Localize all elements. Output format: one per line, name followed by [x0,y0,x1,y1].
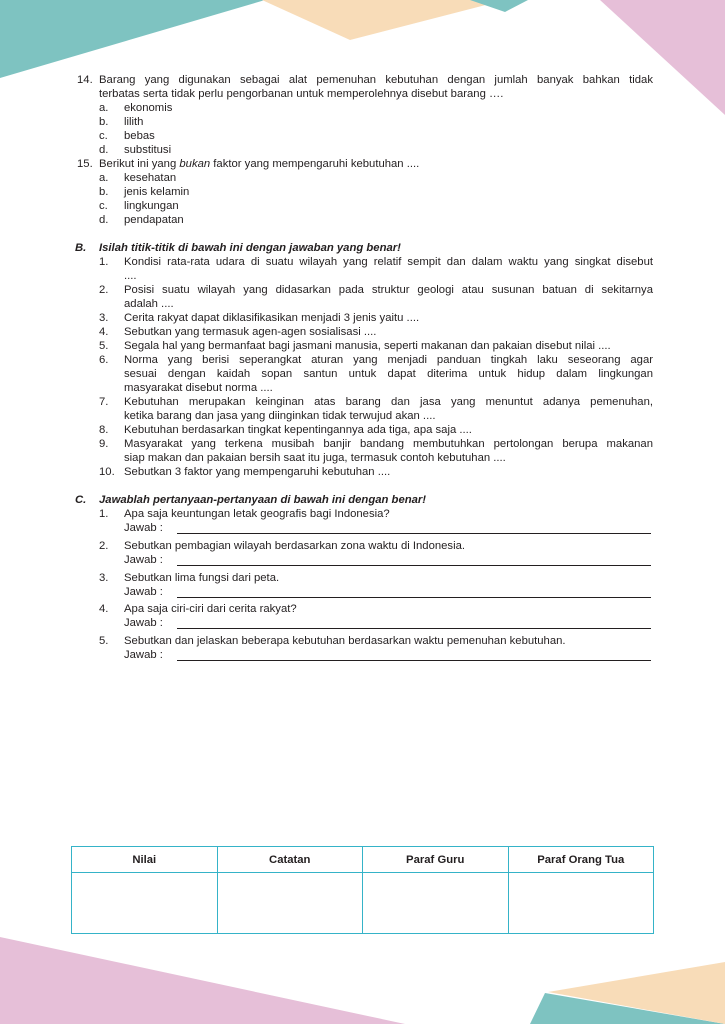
q15-option-b-text: jenis kelamin [124,186,190,198]
grade-table-header-row [72,847,654,873]
section-c-item-5-answer-line[interactable] [177,660,651,661]
q14-option-c-letter: c. [99,130,108,142]
section-c-item-5-answer-label: Jawab : [124,649,163,661]
section-b-item-4-line-1: Sebutkan yang termasuk agen-agen sosialisasi .... [124,326,377,338]
section-b-item-6-number: 6. [99,354,109,366]
section-b-item-8-number: 8. [99,424,109,436]
section-c-item-1-answer-label: Jawab : [124,522,163,534]
section-b-item-9-line-2: siap makan dan pakaian bersih saat itu juga, termasuk contoh kebutuhan .... [124,452,506,464]
question-15-text-post: faktor yang mempengaruhi kebutuhan .... [210,158,420,170]
question-15-text-pre: Berikut ini yang [99,158,180,170]
section-b-item-4-number: 4. [99,326,109,338]
cell-paraf-guru[interactable] [363,873,509,934]
section-b-item-1-line-1: Kondisi rata-rata udara di suatu wilayah yang relatif sempit dan dalam waktu yang singkat disebut [124,256,653,268]
grade-table [71,846,654,934]
q15-option-c-text: lingkungan [124,200,179,212]
section-b-item-1-number: 1. [99,256,109,268]
q15-option-d-letter: d. [99,214,109,226]
section-c-item-5-question: Sebutkan dan jelaskan beberapa kebutuhan berdasarkan waktu pemenuhan kebutuhan. [124,635,566,647]
section-b-title: Isilah titik-titik di bawah ini dengan jawaban yang benar! [99,242,401,254]
q15-option-b-letter: b. [99,186,109,198]
section-c-item-2-answer-label: Jawab : [124,554,163,566]
header-nilai: Nilai [72,847,218,873]
q14-option-d-text: substitusi [124,144,172,156]
section-b-item-5-line-1: Segala hal yang bermanfaat bagi jasmani manusia, seperti makanan dan pakaian disebut nilai .... [124,340,611,352]
section-b-item-8-line-1: Kebutuhan berdasarkan tingkat kepentingannya ada tiga, apa saja .... [124,424,472,436]
section-c-item-4-question: Apa saja ciri-ciri dari cerita rakyat? [124,603,297,615]
section-b-item-9-number: 9. [99,438,109,450]
section-b-letter: B. [75,242,87,254]
section-c-item-4-answer-line[interactable] [177,628,651,629]
section-c-item-2-question: Sebutkan pembagian wilayah berdasarkan zona waktu di Indonesia. [124,540,466,552]
section-b-item-7-line-1: Kebutuhan merupakan keinginan atas barang dan jasa yang menuntut adanya pemenuhan, [124,396,653,408]
section-b-item-9-line-1: Masyarakat yang terkena musibah banjir bandang membutuhkan pertolongan berupa makanan [124,438,653,450]
section-b-item-6-line-1: Norma yang berisi seperangkat aturan yang menjadi panduan tingkah laku seseorang agar [124,354,653,366]
section-c-item-4-number: 4. [99,603,109,615]
section-c-item-2-answer-line[interactable] [177,565,651,566]
section-c-item-3-answer-line[interactable] [177,597,651,598]
grade-table-body-row [72,873,654,934]
question-14-text-line-2: terbatas serta tidak perlu pengorbanan untuk memperolehnya disebut barang …. [99,88,504,100]
section-b-item-2-line-2: adalah .... [124,298,174,310]
section-b-item-10-line-1: Sebutkan 3 faktor yang mempengaruhi kebutuhan .... [124,466,391,478]
section-b-item-5-number: 5. [99,340,109,352]
question-14-text-line-1: Barang yang digunakan sebagai alat pemenuhan kebutuhan dengan jumlah banyak bahkan tidak [99,74,653,86]
question-15-number: 15. [77,158,93,170]
q14-option-d-letter: d. [99,144,109,156]
section-b-item-2-line-1: Posisi suatu wilayah yang didasarkan pada struktur geologi atau susunan batuan di sekitarnya [124,284,653,296]
section-b-item-3-number: 3. [99,312,109,324]
question-15-text-italic: bukan [179,158,211,170]
section-b-item-6-line-2: sesuai dengan kaidah sopan santun untuk dapat diterima untuk hidup dalam lingkungan [124,368,653,380]
section-c-item-5-number: 5. [99,635,109,647]
section-c-item-3-answer-label: Jawab : [124,586,163,598]
section-b-item-3-line-1: Cerita rakyat dapat diklasifikasikan menjadi 3 jenis yaitu .... [124,312,420,324]
question-15-text [99,157,419,171]
section-c-item-1-answer-line[interactable] [177,533,651,534]
cell-catatan[interactable] [217,873,363,934]
section-c-item-3-number: 3. [99,572,109,584]
section-c-letter: C. [75,494,87,506]
section-c-item-1-question: Apa saja keuntungan letak geografis bagi Indonesia? [124,508,390,520]
section-b-item-2-number: 2. [99,284,109,296]
question-14-number: 14. [77,74,93,86]
cell-nilai[interactable] [72,873,218,934]
header-catatan: Catatan [217,847,363,873]
section-c-item-4-answer-label: Jawab : [124,617,163,629]
section-c-item-1-number: 1. [99,508,109,520]
q15-option-a-letter: a. [99,172,109,184]
header-paraf-orang-tua: Paraf Orang Tua [508,847,654,873]
q15-option-c-letter: c. [99,200,108,212]
section-b-item-6-line-3: masyarakat disebut norma .... [124,382,273,394]
q14-option-a-letter: a. [99,102,109,114]
section-b-item-7-number: 7. [99,396,109,408]
q14-option-b-letter: b. [99,116,109,128]
section-c-title: Jawablah pertanyaan-pertanyaan di bawah ini dengan benar! [99,494,427,506]
q14-option-c-text: bebas [124,130,155,142]
section-b-item-10-number: 10. [99,466,115,478]
q15-option-d-text: pendapatan [124,214,184,226]
section-c-item-3-question: Sebutkan lima fungsi dari peta. [124,572,280,584]
cell-paraf-orang-tua[interactable] [508,873,654,934]
section-b-item-7-line-2: ketika barang dan jasa yang diinginkan tidak terwujud akan .... [124,410,436,422]
section-c-item-2-number: 2. [99,540,109,552]
q14-option-b-text: lilith [124,116,144,128]
section-b-item-1-line-2: .... [124,270,137,282]
q15-option-a-text: kesehatan [124,172,177,184]
q14-option-a-text: ekonomis [124,102,173,114]
header-paraf-guru: Paraf Guru [363,847,509,873]
